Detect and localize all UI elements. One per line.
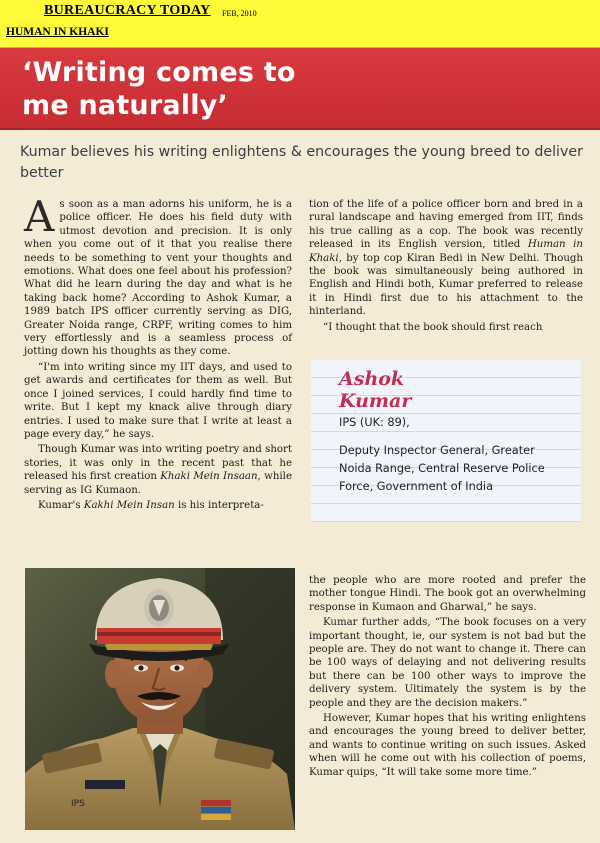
profile-first-name: Ashok bbox=[339, 368, 405, 390]
book-title: Kakhi Mein Insan bbox=[83, 499, 175, 511]
paragraph: the people who are more rooted and prefer the mother tongue Hindi. The book got an overwhelming response in Kumaon and Gharwal,” he says. bbox=[309, 575, 586, 613]
officer-photo bbox=[25, 568, 295, 830]
paragraph: Though Kumar was into writing poetry and short stories, it was only in the recent past that he released his first creation Khaki Mein Insaan, while serving as IG Kumaon. bbox=[24, 444, 292, 496]
paragraph: tion of the life of a police officer born and bred in a rural landscape and having emerged from IIT, finds his true calling as a cop. The book was recently released in its English version, titled Human in Khaki, by top cop Kiran Bedi in New Delhi. Though the book was simultaneously being authored in English and Hindi both, Kumar preferred to release it in Hindi first due to his attachment to the hinterland. bbox=[309, 199, 583, 318]
headline-line-1: ‘Writing comes to bbox=[22, 57, 296, 88]
profile-card bbox=[311, 360, 581, 522]
headline-line-2: me naturally’ bbox=[22, 90, 228, 121]
drop-cap: A bbox=[24, 192, 55, 241]
cap-badge-icon bbox=[144, 589, 174, 627]
paragraph: As soon as a man adorns his uniform, he is a police officer. He does his field duty with utmost devotion and precision. It is only when you come out of it that you realise there needs to be something to vent your thoughts and emotions. What does one feel about his profession? What did he learn during the day and what is he taking back home? According to Ashok Kumar, a 1989 batch IPS officer currently serving as DIG, Greater Noida range, CRPF, writing comes to him very effortlessly and is a seamless process of jotting down his thoughts as they come. bbox=[24, 192, 292, 358]
shoulder-insignia: IPS bbox=[71, 799, 85, 809]
paragraph: However, Kumar hopes that his writing enlightens and encourages the young breed to deliver better, and wants to continue writing on such issues. Asked when will he come out with his collection of poems, Kumar quips, “It will take some more time.” bbox=[309, 713, 586, 778]
profile-details bbox=[339, 414, 569, 496]
headline-band bbox=[0, 48, 600, 130]
book-title: Human in Khaki bbox=[309, 239, 583, 264]
article-column-1 bbox=[24, 192, 292, 514]
section-title: HUMAN IN KHAKI bbox=[6, 26, 109, 38]
profile-designation: Deputy Inspector General, Greater Noida Range, Central Reserve Police Force, Government of India bbox=[339, 444, 545, 493]
headline bbox=[22, 56, 562, 122]
article-column-3 bbox=[309, 574, 586, 781]
publication-name: BUREAUCRACY TODAY bbox=[44, 3, 211, 18]
profile-service: IPS (UK: 89), bbox=[339, 416, 410, 429]
standfirst: Kumar believes his writing enlightens & encourages the young breed to deliver better bbox=[20, 144, 583, 181]
publication-date: FEB, 2010 bbox=[222, 9, 257, 18]
profile-name bbox=[339, 368, 411, 412]
profile-last-name: Kumar bbox=[339, 390, 412, 412]
article-column-2 bbox=[309, 198, 583, 336]
clipping-header bbox=[0, 0, 600, 48]
paragraph: “I'm into writing since my IIT days, and used to get awards and certificates for them as well. But once I joined services, I could hardly find time to write. But I kept my knack alive through diary entries. I used to make sure that I write at least a page every day,” he says. bbox=[24, 361, 292, 440]
paragraph: Kumar further adds, “The book focuses on a very important thought, ie, our system is not bad but the people are. They do not want to change it. There can be 100 ways of delaying and not delivering results but there can be 100 other ways to improve the delivery system. Ultimately the system is by the people and they are the decision makers.” bbox=[309, 617, 586, 709]
book-title: Khaki Mein Insaan bbox=[160, 471, 258, 483]
paragraph: Kumar's Kakhi Mein Insan is his interpreta- bbox=[38, 499, 264, 511]
paragraph: “I thought that the book should first reach bbox=[323, 321, 543, 333]
